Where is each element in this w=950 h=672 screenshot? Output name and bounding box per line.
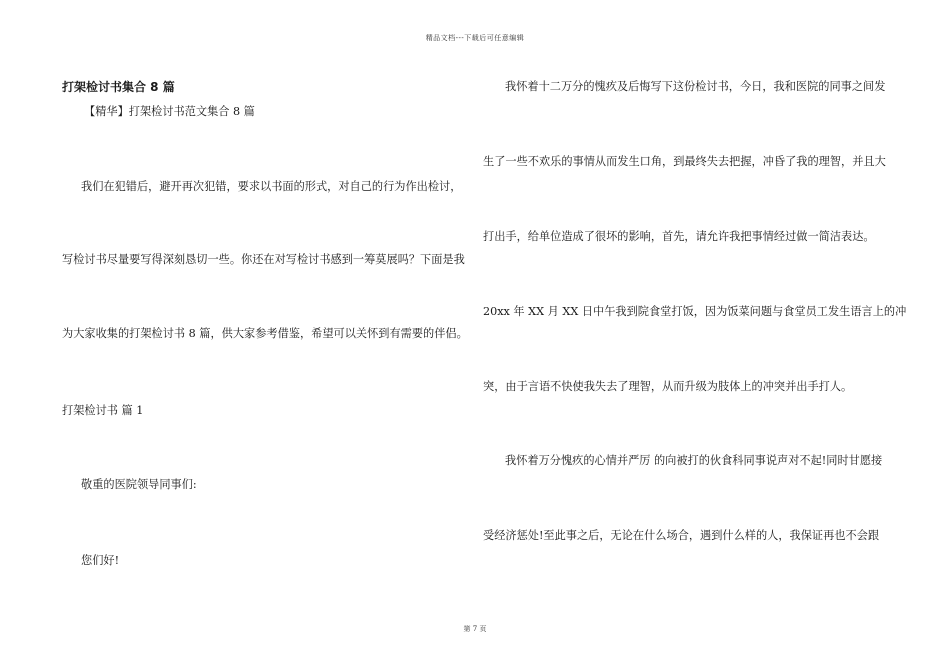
body-line-4: 20xx 年 XX 月 XX 日中午我到院食堂打饭，因为饭菜问题与食堂员工发生语言上的冲 [483, 305, 907, 318]
intro-line-2: 写检讨书尽量要写得深刻恳切一些。你还在对写检讨书感到一筹莫展吗？下面是我 [62, 253, 465, 266]
intro-line-1: 我们在犯错后，避开再次犯错，要求以书面的形式，对自己的行为作出检讨， [81, 180, 462, 193]
intro-line-3: 为大家收集的打架检讨书 8 篇，供大家参考借鉴，希望可以关怀到有需要的伴侣。 [62, 327, 468, 340]
page-number: 第 7 页 [463, 625, 487, 633]
salutation: 敬重的医院领导同事们: [81, 478, 197, 491]
body-line-5: 突，由于言语不快使我失去了理智，从而升级为肢体上的冲突并出手打人。 [483, 380, 853, 393]
document-title: 打架检讨书集合 8 篇 [62, 80, 175, 94]
greeting: 您们好! [81, 554, 120, 567]
body-line-3: 打出手，给单位造成了很坏的影响，首先，请允许我把事情经过做一简洁表达。 [483, 230, 875, 243]
body-line-1: 我怀着十二万分的愧疚及后悔写下这份检讨书，今日，我和医院的同事之间发 [505, 80, 886, 93]
section-heading: 打架检讨书 篇 1 [62, 404, 144, 417]
body-line-6: 我怀着万分愧疚的心情并严厉 的向被打的伙食科同事说声对不起!同时甘愿接 [505, 454, 883, 467]
document-subtitle: 【精华】打架检讨书范文集合 8 篇 [84, 105, 255, 118]
body-line-2: 生了一些不欢乐的事情从而发生口角，到最终失去把握，冲昏了我的理智，并且大 [483, 155, 886, 168]
body-line-7: 受经济惩处!至此事之后，无论在什么场合，遇到什么样的人，我保证再也不会跟 [483, 529, 880, 542]
page-header: 精品文档---下载后可任意编辑 [425, 34, 525, 42]
